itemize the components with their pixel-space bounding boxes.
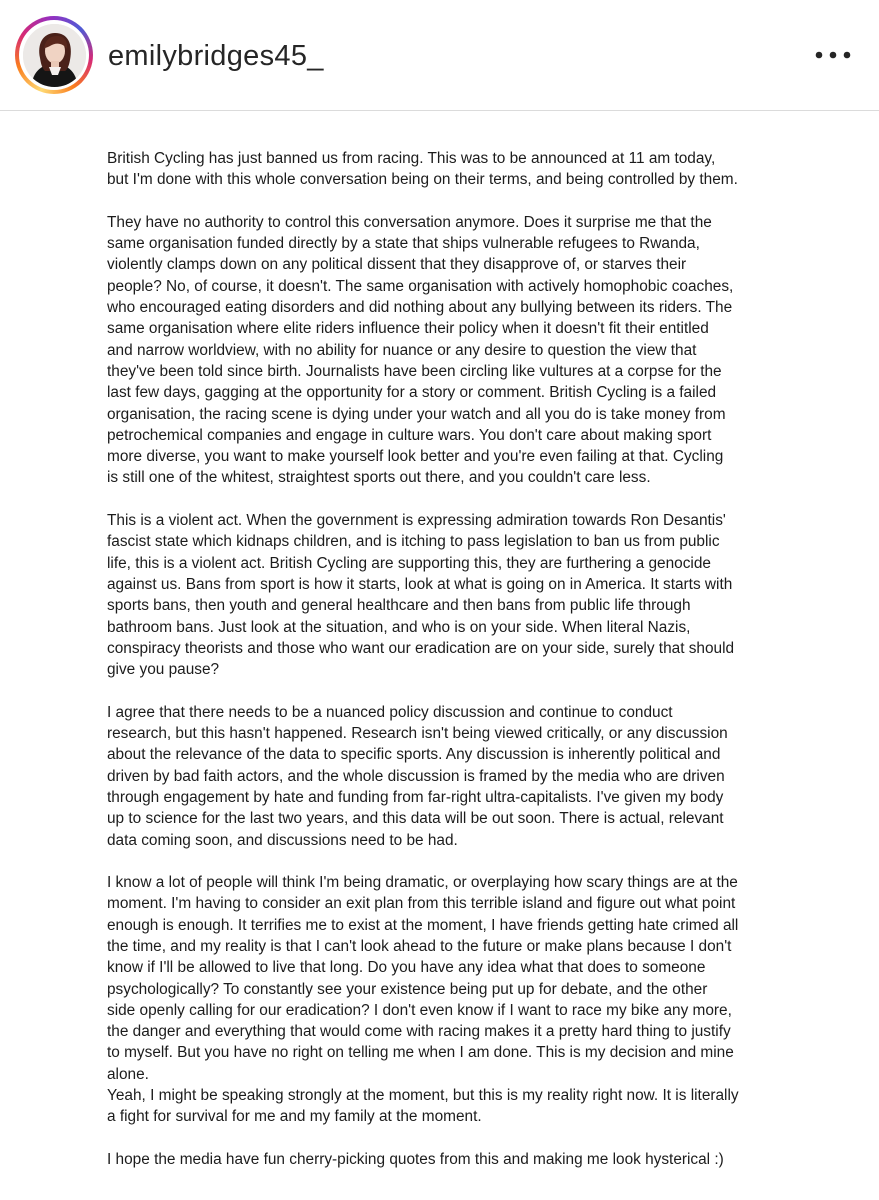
statement-line: same organisation where elite riders influence their policy when it doesn't fit their entitled [107,320,709,338]
profile-photo-icon [23,24,86,87]
statement-paragraph [107,510,807,680]
story-ring[interactable] [15,16,93,94]
statement-line: they've been told since birth. Journalists have been circling like vultures at a corpse for the [107,362,722,380]
statement-line: to myself. But you have no right on telling me when I am done. This is my decision and mine [107,1044,734,1062]
statement-line: the danger and everything that would come with racing makes it a pretty hard thing to justify [107,1023,731,1041]
statement-line: Yeah, I might be speaking strongly at the moment, but this is my reality right now. It is literally [107,1087,739,1105]
statement-line: This is a violent act. When the government is expressing admiration towards Ron Desantis' [107,512,726,530]
statement-line: I know a lot of people will think I'm being dramatic, or overplaying how scary things are at the [107,874,738,892]
statement-paragraph [107,148,807,191]
statement-line: British Cycling has just banned us from racing. This was to be announced at 11 am today, [107,150,716,167]
statement-line: know if I'll be allowed to live that long. Do you have any idea what that does to someone [107,959,706,977]
statement-paragraph [107,1149,807,1170]
avatar[interactable] [23,24,86,87]
statement-line: research, but this hasn't happened. Research isn't being viewed critically, or any discussion [107,725,728,743]
statement-line: same organisation funded directly by a state that ships vulnerable refugees to Rwanda, [107,235,700,253]
statement-paragraph [107,702,807,851]
username-link[interactable]: emilybridges45_ [108,40,324,72]
statement-line: a fight for survival for me and my family at the moment. [107,1108,482,1126]
statement-line: who encouraged eating disorders and did nothing about any bullying between its riders. The [107,299,733,317]
statement-line: driven by bad faith actors, and the whole discussion is framed by the media who are driven [107,767,725,785]
statement-line: enough is enough. It terrifies me to exist at the moment, I have friends getting hate crimed all [107,916,739,934]
statement-line: fascist state which kidnaps children, and is itching to pass legislation to ban us from public [107,533,720,551]
statement-line: data coming soon, and discussions need to be had. [107,831,458,849]
statement-paragraph [107,872,807,1085]
post-statement-text [107,148,807,1192]
more-options-button[interactable] [808,40,858,70]
statement-line: about the relevance of the data to specific sports. Any discussion is inherently political and [107,746,721,764]
statement-line: the time, and my reality is that I can't look ahead to the future or make plans because I don't [107,937,732,955]
statement-line: petrochemical companies and engage in culture wars. You don't care about making sport [107,426,712,444]
statement-line: bathroom bans. Just look at the situation, and who is on your side. When literal Nazis, [107,618,691,636]
statement-line: people? No, of course, it doesn't. The same organisation with actively homophobic coaches, [107,277,734,295]
statement-paragraph [107,1085,807,1128]
statement-line: violently clamps down on any political dissent that they disapprove of, or starves their [107,256,687,274]
statement-line: psychologically? To constantly see your existence being put up for debate, and the other [107,980,708,998]
statement-line: They have no authority to control this conversation anymore. Does it surprise me that the [107,213,712,231]
statement-line: but I'm done with this whole conversation being on their terms, and being controlled by them. [107,171,738,189]
statement-line: side openly calling for our eradication? I don't even know if I want to race my bike any more, [107,1001,732,1019]
statement-line: against us. Bans from sport is how it starts, look at what is going on in America. It starts with [107,575,733,593]
statement-line: moment. I'm having to consider an exit plan from this terrible island and figure out what point [107,895,736,913]
statement-line: I agree that there needs to be a nuanced policy discussion and continue to conduct [107,703,673,721]
statement-line: I hope the media have fun cherry-picking quotes from this and making me look hysterical :) [107,1150,724,1168]
statement-paragraph [107,212,807,489]
statement-line: sports bans, then youth and general healthcare and then bans from public life through [107,597,691,615]
statement-line: and narrow worldview, with no ability for nuance or any desire to question the view that [107,341,697,359]
statement-line: give you pause? [107,661,220,679]
statement-line: is still one of the whitest, straightest sports out there, and you couldn't care less. [107,469,651,487]
statement-line: alone. [107,1065,149,1083]
statement-line: through engagement by hate and funding from far-right ultra-capitalists. I've given my body [107,788,724,806]
statement-line: organisation, the racing scene is dying under your watch and all you do is take money from [107,405,726,423]
statement-line: more diverse, you want to make yourself look better and you're even failing at that. Cycling [107,448,724,466]
avatar-frame [19,20,89,90]
statement-line: last few days, gagging at the opportunity for a story or comment. British Cycling is a failed [107,384,717,402]
post-header [0,0,879,111]
statement-line: conspiracy theorists and those who want our eradication are on your side, surely that should [107,639,735,657]
statement-line: up to science for the last two years, and this data will be out soon. There is actual, relevant [107,810,724,828]
statement-line: life, this is a violent act. British Cycling are supporting this, they are furthering a genocide [107,554,711,572]
more-horizontal-icon [815,51,851,59]
